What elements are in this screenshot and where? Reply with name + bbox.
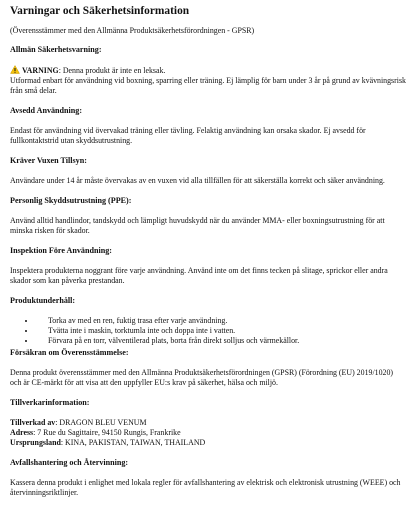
made-by-label: Tillverkad av (10, 418, 56, 427)
disposal-body: Kassera denna produkt i enlighet med lokala regler för avfallshantering av elektrisk och elektronisk utrustning (WEEE) och återvinningsriktlinjer. (10, 478, 401, 497)
maintenance-list (10, 316, 406, 346)
warning-icon (10, 65, 20, 74)
address-label: Adress (10, 428, 34, 437)
list-item: • Förvara på en torr, välventilerad plats, borta från direkt solljus och värmekällor. (36, 336, 406, 346)
ppe-body: Använd alltid handlindor, tandskydd och lämpligt huvudskydd när du använder MMA- eller boxningsutrustning för att minska risken för skador. (10, 216, 385, 235)
warning-text: : Denna produkt är inte en leksak. (58, 66, 166, 75)
origin-line (10, 438, 406, 448)
disposal-heading: Avfallshantering och Återvinning: (10, 458, 129, 467)
warning-label: VARNING (22, 66, 59, 75)
manufacturer-heading: Tillverkarinformation: (10, 398, 90, 407)
made-by-value: : DRAGON BLEU VENUM (55, 418, 147, 427)
address-value: : 7 Rue du Sagittaire, 94150 Rungis, Frankrike (33, 428, 181, 437)
intended-use-body: Endast för användning vid övervakad träning eller tävling. Felaktig användning kan orsaka skador. Ej avsedd för fullkontaktstrid utan skyddsutrustning. (10, 126, 366, 145)
list-item: • Torka av med en ren, fuktig trasa efter varje användning. (36, 316, 406, 326)
conformity-body: Denna produkt överensstämmer med den Allmänna Produktsäkerhetsförordningen (GPSR) (Förordning (EU) 2019/1020) och är CE-märkt för att visa att den uppfyller EU:s krav på säkerhet, hälsa och miljö. (10, 368, 394, 387)
adult-supervision-heading: Kräver Vuxen Tillsyn: (10, 156, 87, 165)
maintenance-heading: Produktunderhåll: (10, 296, 76, 305)
made-by-line (10, 418, 406, 428)
intended-use-heading: Avsedd Användning: (10, 106, 83, 115)
adult-supervision-body: Användare under 14 år måste övervakas av en vuxen vid alla tillfällen för att säkerställa korrekt och säker användning. (10, 176, 385, 185)
conformity-heading: Försäkran om Överensstämmelse: (10, 348, 129, 357)
document-title: Varningar och Säkerhetsinformation (10, 5, 190, 17)
origin-label: Ursprungsland (10, 438, 61, 447)
origin-value: : KINA, PAKISTAN, TAIWAN, THAILAND (60, 438, 206, 447)
list-item: • Tvätta inte i maskin, torktumla inte och doppa inte i vatten. (36, 326, 406, 336)
general-warning-heading: Allmän Säkerhetsvarning: (10, 45, 102, 54)
inspection-heading: Inspektion Före Användning: (10, 246, 112, 255)
manufacturer-info (10, 418, 406, 448)
inspection-body: Inspektera produkterna noggrant före varje användning. Använd inte om det finns tecken på slitage, sprickor eller andra skador som kan påverka prestandan. (10, 266, 388, 285)
compliance-note: (Överensstämmer med den Allmänna Produktsäkerhetsförordningen - GPSR) (10, 26, 255, 35)
address-line (10, 428, 406, 438)
general-warning-paragraph (10, 65, 406, 96)
general-warning-body: Utformad enbart för användning vid boxning, sparring eller träning. Ej lämplig för barn under 3 år på grund av kvävningsrisk från små delar. (10, 76, 406, 95)
ppe-heading: Personlig Skyddsutrustning (PPE): (10, 196, 132, 205)
